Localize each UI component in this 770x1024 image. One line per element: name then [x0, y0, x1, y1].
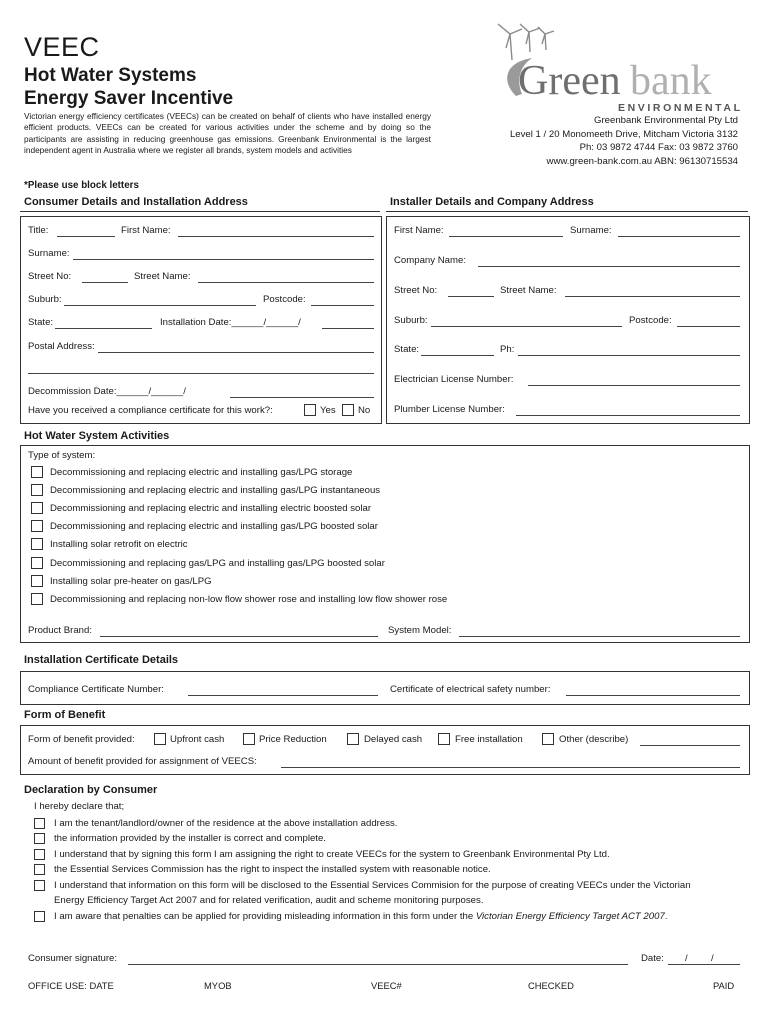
office-use-checked: CHECKED — [528, 980, 574, 991]
price-reduction-checkbox[interactable] — [243, 733, 255, 745]
consumer-street-no-input[interactable] — [82, 282, 128, 283]
declaration-item-6-end: . — [664, 911, 668, 922]
activity-label-6: Decommissioning and replacing gas/LPG and installing gas/LPG boosted solar — [50, 557, 385, 569]
postal-address-input-line2[interactable] — [28, 373, 374, 374]
company-name-input[interactable] — [478, 266, 740, 267]
activity-checkbox-5[interactable] — [31, 538, 43, 550]
consumer-state-label: State: — [28, 317, 54, 328]
installer-heading: Installer Details and Company Address — [390, 196, 594, 208]
installation-date-year-input[interactable] — [322, 328, 374, 329]
installer-suburb-label: Suburb: — [394, 315, 428, 326]
compliance-number-label: Compliance Certificate Number: — [28, 684, 164, 695]
installer-first-name-input[interactable] — [449, 236, 563, 237]
consumer-suburb-input[interactable] — [64, 305, 256, 306]
declaration-item-6-text: I am aware that penalties can be applied for providing misleading information in this form under the — [54, 911, 476, 922]
installer-ph-input[interactable] — [518, 355, 740, 356]
certificate-heading: Installation Certificate Details — [24, 654, 179, 666]
installer-street-no-input[interactable] — [448, 296, 494, 297]
consumer-heading: Consumer Details and Installation Address — [24, 196, 248, 208]
declaration-item-6-act: Victorian Energy Efficiency Target ACT 2007 — [475, 911, 665, 922]
company-name: Greenbank Environmental Pty Ltd — [594, 115, 738, 126]
office-use-veec: VEEC# — [371, 980, 402, 991]
declaration-item-2: the information provided by the installer is correct and complete. — [54, 833, 326, 845]
installer-surname-label: Surname: — [570, 225, 612, 236]
installer-street-name-input[interactable] — [565, 296, 740, 297]
free-installation-label: Free installation — [455, 734, 523, 745]
consumer-signature-label: Consumer signature: — [28, 953, 118, 964]
declaration-checkbox-4[interactable] — [34, 864, 45, 875]
plumber-license-label: Plumber License Number: — [394, 404, 505, 415]
compliance-yes-checkbox[interactable] — [304, 404, 316, 416]
compliance-no-label: No — [358, 405, 371, 416]
delayed-cash-label: Delayed cash — [364, 734, 423, 745]
declaration-checkbox-5[interactable] — [34, 880, 45, 891]
company-details — [510, 114, 738, 168]
electrician-license-input[interactable] — [528, 385, 740, 386]
installer-street-no-label: Street No: — [394, 285, 438, 296]
activity-label-1: Decommissioning and replacing electric and installing gas/LPG storage — [50, 467, 353, 478]
other-describe-label: Other (describe) — [559, 734, 629, 745]
declaration-item-6 — [54, 911, 667, 922]
other-describe-checkbox[interactable] — [542, 733, 554, 745]
wind-turbine-icon — [498, 24, 554, 60]
declaration-item-5-cont: Energy Efficiency Target Act 2007 and for related verification, audit and scheme monitoring purposes. — [54, 895, 484, 906]
system-model-label: System Model: — [388, 625, 452, 636]
activity-label-8: Decommissioning and replacing non-low flow shower rose and installing low flow shower rose — [50, 593, 448, 605]
consumer-surname-input[interactable] — [73, 259, 374, 260]
installer-heading-rule — [386, 211, 748, 212]
page-title — [24, 64, 233, 110]
compliance-number-input[interactable] — [188, 695, 378, 696]
installer-street-name-label: Street Name: — [500, 285, 557, 296]
declaration-item-1: I am the tenant/landlord/owner of the residence at the above installation address. — [54, 818, 398, 829]
electrician-license-label: Electrician License Number: — [394, 374, 514, 385]
activity-label-3: Decommissioning and replacing electric and installing electric boosted solar — [50, 503, 372, 515]
activity-checkbox-4[interactable] — [31, 520, 43, 532]
activity-checkbox-8[interactable] — [31, 593, 43, 605]
signature-date-label: Date: — [641, 953, 664, 964]
plumber-license-input[interactable] — [516, 415, 740, 416]
form-code: VEEC — [24, 32, 100, 62]
office-use-myob: MYOB — [204, 980, 232, 991]
company-name-label: Company Name: — [394, 255, 466, 266]
consumer-state-input[interactable] — [55, 328, 152, 329]
benefit-label: Form of benefit provided: — [28, 734, 135, 745]
activity-label-7: Installing solar pre-heater on gas/LPG — [50, 575, 212, 587]
price-reduction-label: Price Reduction — [259, 734, 327, 745]
activity-label-2: Decommissioning and replacing electric and installing gas/LPG instantaneous — [50, 485, 381, 497]
installer-surname-input[interactable] — [618, 236, 740, 237]
office-use-date: OFFICE USE: DATE — [28, 980, 114, 991]
consumer-signature-input[interactable] — [128, 964, 628, 965]
other-describe-input[interactable] — [640, 745, 740, 746]
greenbank-logo — [492, 20, 752, 115]
title-line-1: Hot Water Systems — [24, 65, 197, 86]
declaration-checkbox-3[interactable] — [34, 849, 45, 860]
compliance-question: Have you received a compliance certificate for this work?: — [28, 405, 273, 416]
product-brand-input[interactable] — [100, 636, 378, 637]
office-use-paid: PAID — [713, 980, 735, 991]
type-of-system-label: Type of system: — [28, 450, 96, 461]
installer-postcode-label: Postcode: — [629, 315, 672, 326]
product-brand-label: Product Brand: — [28, 625, 92, 636]
benefit-amount-input[interactable] — [281, 767, 740, 768]
logo-sub: ENVIRONMENTAL — [618, 102, 743, 114]
declaration-checkbox-2[interactable] — [34, 833, 45, 844]
declaration-intro: I hereby declare that; — [34, 801, 125, 812]
activity-label-5: Installing solar retrofit on electric — [50, 539, 188, 551]
electrical-safety-label: Certificate of electrical safety number: — [390, 684, 551, 695]
benefit-heading: Form of Benefit — [24, 709, 106, 721]
postal-address-label: Postal Address: — [28, 341, 95, 352]
consumer-street-name-input[interactable] — [198, 282, 374, 283]
consumer-heading-rule — [20, 211, 380, 212]
installer-state-label: State: — [394, 344, 420, 355]
company-phone: Ph: 03 9872 4744 Fax: 03 9872 3760 — [579, 142, 738, 154]
activity-checkbox-1[interactable] — [31, 466, 43, 478]
installation-date-label[interactable]: Installation Date:______/______/ — [160, 317, 301, 328]
delayed-cash-checkbox[interactable] — [347, 733, 359, 745]
consumer-street-no-label: Street No: — [28, 271, 72, 282]
installer-first-name-label: First Name: — [394, 225, 444, 236]
logo-word-green: Green — [518, 58, 621, 104]
free-installation-checkbox[interactable] — [438, 733, 450, 745]
activity-checkbox-7[interactable] — [31, 575, 43, 587]
consumer-postcode-label: Postcode: — [263, 294, 306, 305]
activity-checkbox-2[interactable] — [31, 484, 43, 496]
consumer-street-name-label: Street Name: — [134, 271, 191, 282]
installer-postcode-input[interactable] — [677, 326, 740, 327]
installer-ph-label: Ph: — [500, 344, 515, 355]
declaration-item-4: the Essential Services Commission has the right to inspect the installed system with reasonable notice. — [54, 864, 491, 876]
company-address: Level 1 / 20 Monomeeth Drive, Mitcham Victoria 3132 — [509, 128, 738, 140]
intro-text: Victorian energy efficiency certificates (VEECs) can be created on behalf of clients who have installed energy efficient products. VEECs can be created for various activities under the scheme and by doing so the participants are assisting in reducing greenhouse gas emissions. Greenbank Environmental is the largest independent agent in Australia where we register all brands, system models and activities — [24, 111, 431, 156]
activity-checkbox-3[interactable] — [31, 502, 43, 514]
date-slash-1: / — [685, 953, 688, 964]
declaration-checkbox-1[interactable] — [34, 818, 45, 829]
postal-address-input[interactable] — [98, 352, 374, 353]
company-web: www.green-bank.com.au ABN: 96130715534 — [546, 155, 738, 167]
upfront-cash-label: Upfront cash — [170, 734, 225, 745]
consumer-surname-label: Surname: — [28, 248, 70, 259]
consumer-first-name-label: First Name: — [121, 225, 171, 236]
upfront-cash-checkbox[interactable] — [154, 733, 166, 745]
activity-checkbox-6[interactable] — [31, 557, 43, 569]
installer-state-input[interactable] — [421, 355, 494, 356]
consumer-title-input[interactable] — [57, 236, 115, 237]
benefit-amount-label: Amount of benefit provided for assignment of VEECS: — [28, 756, 257, 767]
decommission-date-label[interactable]: Decommission Date:______/______/ — [28, 386, 186, 397]
consumer-first-name-input[interactable] — [178, 236, 374, 237]
consumer-postcode-input[interactable] — [311, 305, 374, 306]
consumer-suburb-label: Suburb: — [28, 294, 62, 305]
signature-date-input[interactable] — [668, 964, 740, 965]
activities-heading: Hot Water System Activities — [24, 430, 170, 442]
block-letters-note: *Please use block letters — [24, 180, 139, 191]
decommission-date-year-input[interactable] — [230, 397, 374, 398]
declaration-item-5: I understand that information on this form will be disclosed to the Essential Services Commision for the purpose of creating VEECs under the Victorian — [54, 879, 691, 891]
title-line-2: Energy Saver Incentive — [24, 88, 234, 109]
system-model-input[interactable] — [459, 636, 740, 637]
installer-box — [386, 216, 750, 424]
declaration-item-3: I understand that by signing this form I am assigning the right to create VEECs for the system to Greenbank Environmental Pty Ltd. — [54, 848, 610, 860]
compliance-yes-label: Yes — [320, 405, 336, 416]
installer-suburb-input[interactable] — [431, 326, 622, 327]
compliance-no-checkbox[interactable] — [342, 404, 354, 416]
consumer-title-label: Title: — [28, 225, 49, 236]
logo-graphic — [492, 20, 752, 115]
declaration-checkbox-6[interactable] — [34, 911, 45, 922]
logo-word-bank: bank — [630, 58, 712, 104]
activity-label-4: Decommissioning and replacing electric and installing gas/LPG boosted solar — [50, 521, 378, 533]
declaration-heading: Declaration by Consumer — [24, 784, 158, 796]
electrical-safety-input[interactable] — [566, 695, 740, 696]
date-slash-2: / — [711, 953, 714, 964]
